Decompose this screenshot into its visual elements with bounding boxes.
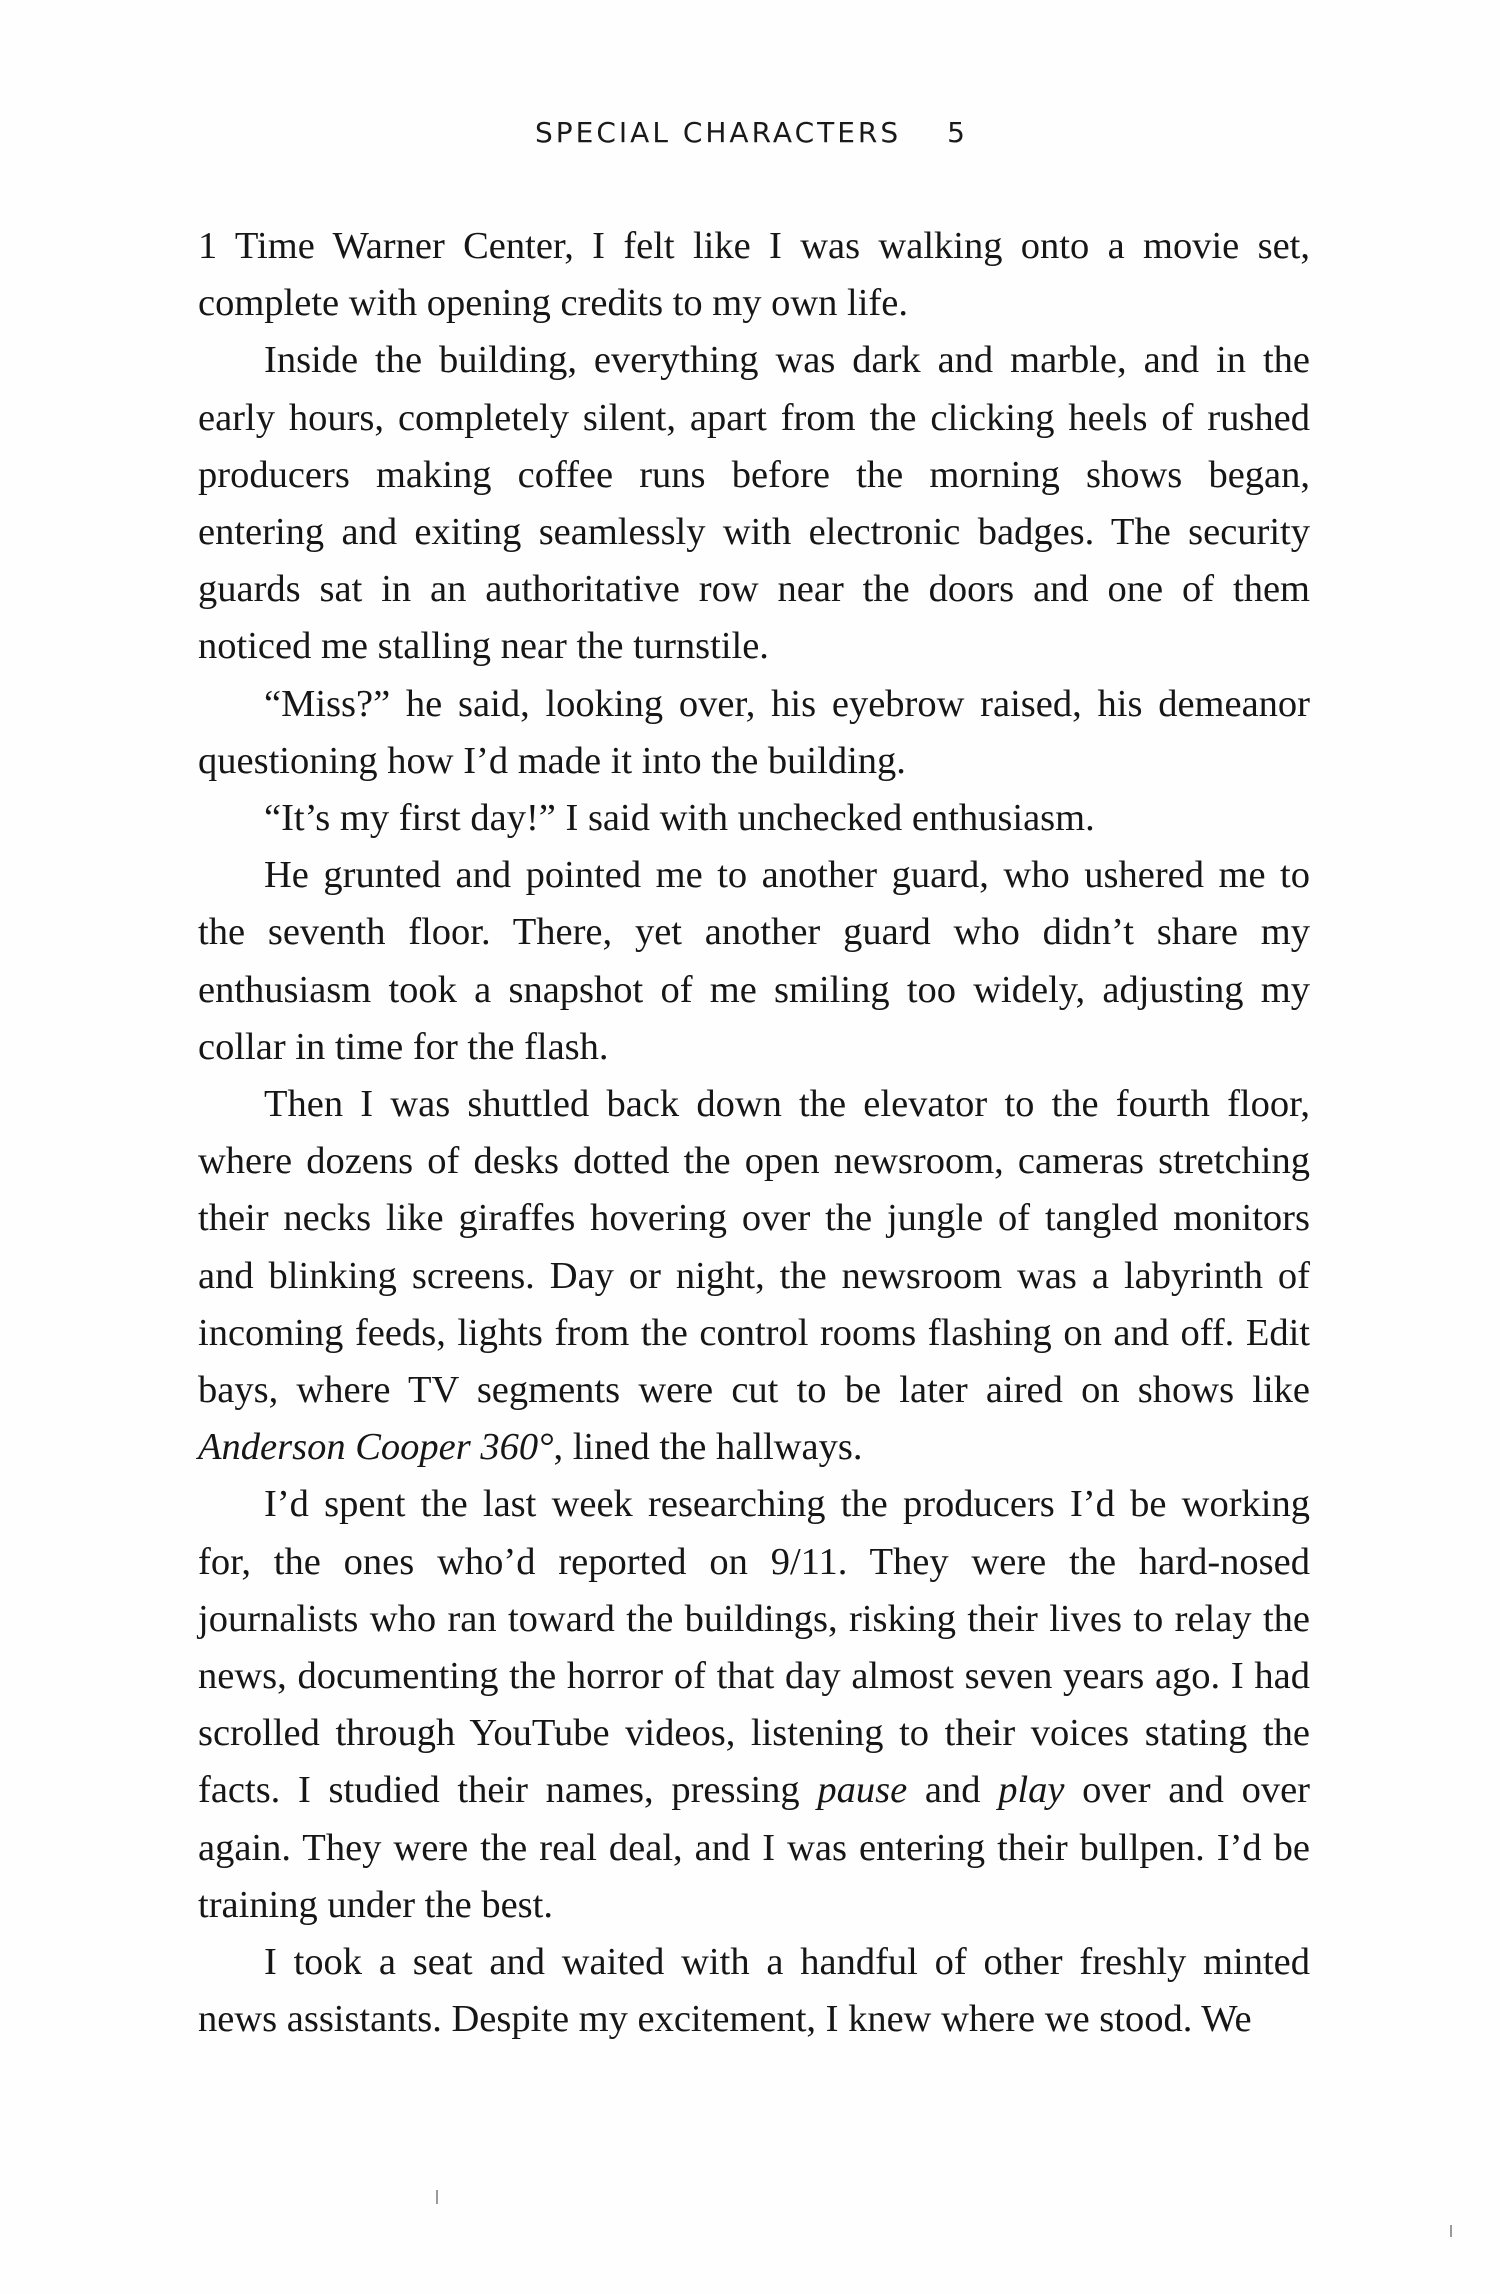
- paragraph-7-middle: and: [907, 1769, 999, 1812]
- paragraph-8: I took a seat and waited with a handful of other freshly minted news assistants. Despite my excitement, I knew where we stood. We: [198, 1941, 1310, 2041]
- paragraph-6-text: Then I was shuttled back down the elevator to the fourth floor, where dozens of desks dotted the open newsroom, cameras stretching their necks like giraffes hovering over the jungle of tangled monitors and blinking screens. Day or night, the newsroom was a labyrinth of incoming feeds, lights from the control rooms flashing on and off. Edit bays, where TV segments were cut to be later aired on shows like: [198, 1083, 1310, 1412]
- page-number: 5: [947, 116, 965, 149]
- running-title: SPECIAL CHARACTERS: [535, 116, 902, 149]
- paragraph-7-text: I’d spent the last week researching the producers I’d be working for, the ones who’d reported on 9/11. They were the hard-nosed journalists who ran toward the buildings, risking their lives to relay the news, documenting the horror of that day almost seven years ago. I had scrolled through YouTube videos, listening to their voices stating the facts. I studied their names, pressing: [198, 1483, 1310, 1812]
- paragraph-2: Inside the building, everything was dark and marble, and in the early hours, completely silent, apart from the clicking heels of rushed producers making coffee runs before the morning shows began, entering and exiting seamlessly with electronic badges. The security guards sat in an authoritative row near the doors and one of them noticed me stalling near the turnstile.: [198, 339, 1310, 668]
- paragraph-4: “It’s my first day!” I said with unchecked enthusiasm.: [264, 797, 1095, 840]
- paragraph-6: [198, 1076, 1310, 1476]
- paragraph-6-end: , lined the hallways.: [553, 1426, 863, 1469]
- show-title-italic: Anderson Cooper 360°: [198, 1426, 554, 1469]
- play-italic: play: [998, 1769, 1065, 1812]
- paragraph-3: “Miss?” he said, looking over, his eyebrow raised, his demeanor questioning how I’d made it into the building.: [198, 682, 1310, 782]
- body-text: [198, 218, 1310, 2049]
- paragraph-7-end: over and over again. They were the real deal, and I was entering their bullpen. I’d be training under the best.: [198, 1769, 1310, 1926]
- scan-speck: [1450, 2225, 1452, 2237]
- scan-speck: [436, 2190, 438, 2204]
- pause-italic: pause: [817, 1769, 908, 1812]
- paragraph-5: He grunted and pointed me to another guard, who ushered me to the seventh floor. There, yet another guard who didn’t share my enthusiasm took a snapshot of me smiling too widely, adjusting my collar in time for the flash.: [198, 854, 1310, 1068]
- paragraph-1: 1 Time Warner Center, I felt like I was walking onto a movie set, complete with opening credits to my own life.: [198, 225, 1310, 325]
- running-head: [0, 116, 1500, 149]
- paragraph-7: [198, 1476, 1310, 1934]
